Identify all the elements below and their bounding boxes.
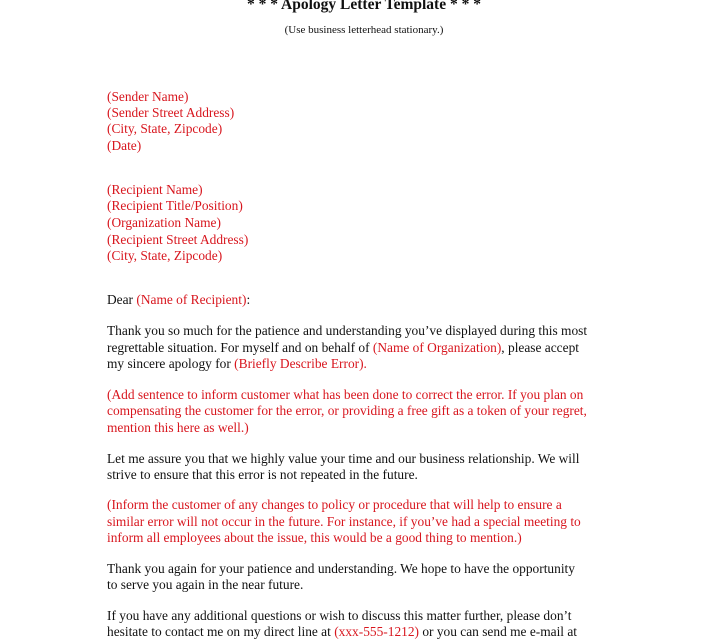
letter-title: * * * Apology Letter Template * * * [247,0,481,13]
recipient-title: (Recipient Title/Position) [107,198,243,213]
text: hesitate to contact me on my direct line at [107,624,335,639]
para1-line2 [107,340,579,356]
text: or you can send me e-mail at [419,624,578,639]
para3-line2: strive to ensure that this error is not repeated in the future. [107,467,418,482]
para6-line2 [107,624,577,640]
recipient-org: (Organization Name) [107,215,221,230]
phone-placeholder: (xxx-555-1212) [334,624,419,639]
sender-address: (Sender Street Address) [107,105,235,120]
para5-line1: Thank you again for your patience and understanding. We hope to have the opportunity [107,561,575,576]
sender-city: (City, State, Zipcode) [107,121,223,136]
para6-line1: If you have any additional questions or wish to discuss this matter further, please don’t [107,608,572,623]
salutation-suffix: : [246,292,251,307]
recipient-city: (City, State, Zipcode) [107,248,223,263]
sender-name: (Sender Name) [107,89,189,104]
para1-line3 [107,356,367,372]
error-placeholder: (Briefly Describe Error). [234,356,367,371]
recipient-address: (Recipient Street Address) [107,232,249,247]
para2-line3: mention this here as well.) [107,420,249,435]
text: , please accept [501,340,579,355]
text: my sincere apology for [107,356,235,371]
salutation [107,292,250,308]
recipient-name: (Recipient Name) [107,182,203,197]
letter-subtitle: (Use business letterhead stationary.) [284,24,444,36]
sender-date: (Date) [107,138,142,153]
salutation-name: (Name of Recipient) [136,292,247,307]
para4-line2: similar error will not occur in the future. For instance, if you’ve had a special meeting to [107,514,581,529]
para2-line2: compensating the customer for the error, or providing a free gift as a token of your regret, [107,403,587,418]
para1-line1: Thank you so much for the patience and understanding you’ve displayed during this most [107,323,588,338]
text: regrettable situation. For myself and on behalf of [107,340,373,355]
para4-line3: inform all employees about the issue, this would be a good thing to mention.) [107,530,522,545]
para5-line2: to serve you again in the near future. [107,577,304,592]
salutation-prefix: Dear [107,292,137,307]
para4-line1: (Inform the customer of any changes to policy or procedure that will help to ensure a [107,497,562,512]
para2-line1: (Add sentence to inform customer what has been done to correct the error. If you plan on [107,387,584,402]
org-placeholder: (Name of Organization) [372,340,502,355]
para3-line1: Let me assure you that we highly value your time and our business relationship. We will [107,451,580,466]
